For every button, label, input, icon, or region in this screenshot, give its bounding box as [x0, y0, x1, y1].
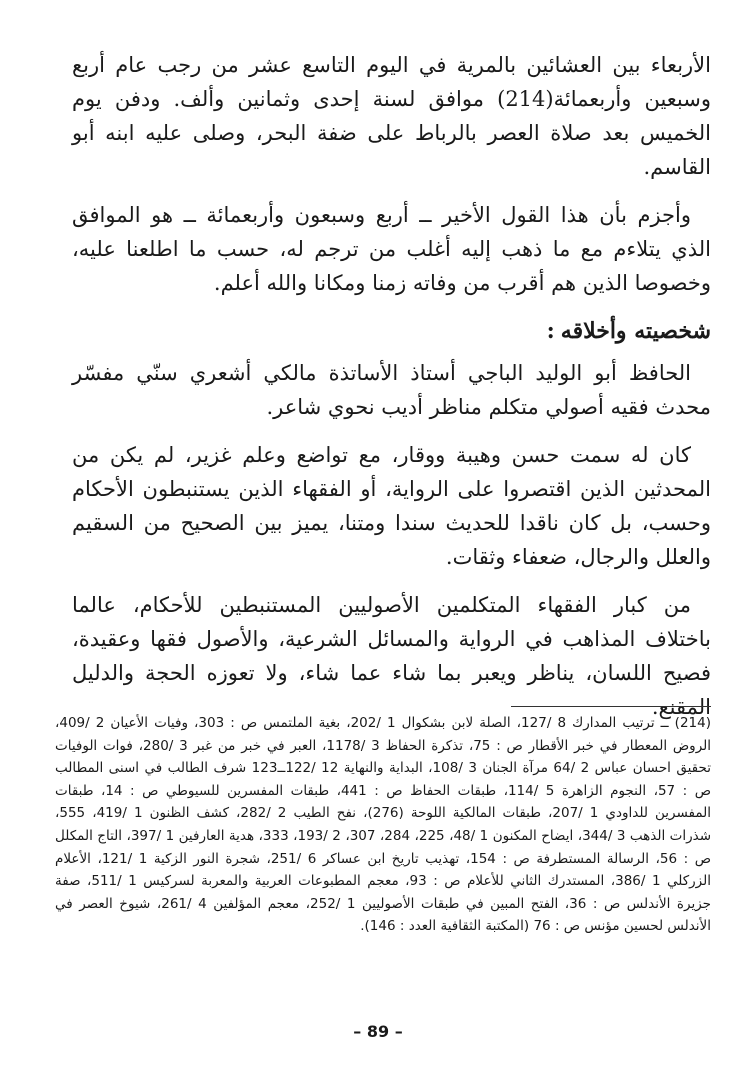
footnote: [55, 712, 711, 938]
paragraph-character: كان له سمت حسن وهيبة ووقار، مع تواضع وعلم غزير، لم يكن من المحدثين الذين اقتصروا على الرواية، أو الفقهاء الذين يستنبطون الأحكام وحسب، بل كان ناقدا للحديث سندا ومتنا، يميز بين الصحيح من السقيم والعلل والرجال، ضعفاء وثقات.: [72, 443, 711, 569]
footnote-divider: [511, 706, 711, 707]
paragraph-death-date: الأربعاء بين العشائين بالمرية في اليوم التاسع عشر من رجب عام أربع وسبعين وأربعمائة(214) موافق لسنة إحدى وثمانين وألف. ودفن يوم الخميس بعد صلاة العصر بالرباط على ضفة البحر، وصلى عليه ابنه أبو القاسم.: [72, 53, 711, 179]
section-heading-colon: :: [546, 318, 555, 344]
footnote-text: (214) ــ ترتيب المدارك 8 /127، الصلة لابن بشكوال 1 /202، بغية الملتمس ص : 303، وفيات الأعيان 2 /409، الروض المعطار في خبر الأقطار ص : 75، تذكرة الحفاظ 3 /1178، العبر في خبر من غبر 3 /280، فوات الوفيات تحقيق احسان عباس 2 /64 مرآة الجنان 3 /108، البداية والنهاية 12 /122ــ123 شرف الطالب في اسنى المطالب ص : 57، النجوم الزاهرة 5 /114، طبقات الحفاظ ص : 441، طبقات المفسرين للسيوطي ص : 14، طبقات المفسرين للداودي 1 /207، طبقات المالكية اللوحة (276)، نفح الطيب 2 /282، كشف الظنون 1 /419، 555، شذرات الذهب 3 /344، ايضاح المكنون 1 /48، 225، 284، 307، 2 /193، 333، هدية العارفين 1 /397، التاج المكلل ص : 56، الرسالة المستطرفة ص : 154، تهذيب تاريخ ابن عساكر 6 /251، شجرة النور الزكية 1 /121، الأعلام الزركلي 1 /386، المستدرك الثاني للأعلام ص : 93، معجم المطبوعات العربية والمعربة لسركيس 1 /511، صفة جزيرة الأندلس ص : 36، الفتح المبين في طبقات الأصوليين 1 /252، معجم المؤلفين 4 /261، شيوخ العصر في الأندلس لحسين مؤنس ص : 76 (المكتبة الثقافية العدد : 146).: [55, 715, 712, 935]
paragraph-titles: الحافظ أبو الوليد الباجي أستاذ الأساتذة مالكي أشعري سنّي مفسّر محدث فقيه أصولي متكلم مناظر أديب نحوي شاعر.: [72, 361, 711, 419]
paragraph-conclusion: وأجزم بأن هذا القول الأخير ــ أربع وسبعون وأربعمائة ــ هو الموافق الذي يتلاءم مع ما ذهب إليه أغلب من ترجم له، حسب ما اطلعنا عليه، وخصوصا الذين هم أقرب من وفاته زمنا ومكانا والله أعلم.: [72, 203, 711, 295]
page-number: – 89 –: [353, 1022, 403, 1041]
section-heading: [72, 314, 711, 348]
main-text: [72, 48, 711, 738]
section-heading-text: شخصيته وأخلاقه: [560, 318, 711, 344]
paragraph-scholarship: من كبار الفقهاء المتكلمين الأصوليين المستنبطين للأحكام، عالما باختلاف المذاهب في الرواية والمسائل الشرعية، والأصول فقها وعقيدة، فصيح اللسان، يناظر ويعبر بما شاء عما شاء، ولا تعوزه الحجة والدليل المقنع.: [72, 593, 711, 719]
